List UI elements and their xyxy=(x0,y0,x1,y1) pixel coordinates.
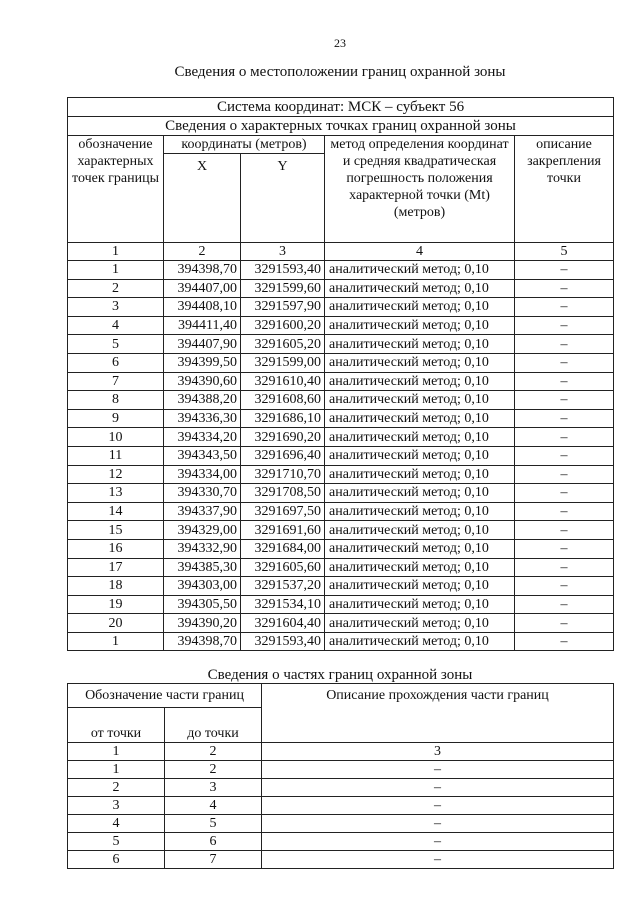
column-number-row xyxy=(68,243,614,261)
table-row xyxy=(68,577,614,596)
x-coordinate-cell: 394329,00 xyxy=(164,521,241,540)
x-coordinate-cell: 394407,00 xyxy=(164,279,241,298)
method-cell: аналитический метод; 0,10 xyxy=(325,521,515,540)
x-coordinate-cell: 394390,20 xyxy=(164,614,241,633)
method-cell: аналитический метод; 0,10 xyxy=(325,335,515,354)
point-number-cell: 18 xyxy=(68,577,164,596)
parts-section-title: Сведения о частях границ охранной зоны xyxy=(207,667,473,683)
points-section-header: Сведения о характерных точках границ охранной зоны xyxy=(68,117,614,136)
method-cell: аналитический метод; 0,10 xyxy=(325,316,515,335)
table-row xyxy=(68,502,614,521)
from-point-cell: 6 xyxy=(68,851,165,869)
method-cell: аналитический метод; 0,10 xyxy=(325,539,515,558)
point-number-cell: 9 xyxy=(68,409,164,428)
y-coordinate-cell: 3291684,00 xyxy=(241,539,325,558)
table-row xyxy=(68,539,614,558)
to-point-cell: 6 xyxy=(165,833,262,851)
point-number-cell: 3 xyxy=(68,298,164,317)
method-cell: аналитический метод; 0,10 xyxy=(325,502,515,521)
x-coordinate-cell: 394343,50 xyxy=(164,446,241,465)
method-cell: аналитический метод; 0,10 xyxy=(325,261,515,280)
y-coordinate-cell: 3291537,20 xyxy=(241,577,325,596)
description-column-header: описание закрепления точки xyxy=(515,136,614,243)
point-number-cell: 6 xyxy=(68,353,164,372)
x-coordinate-cell: 394385,30 xyxy=(164,558,241,577)
table-row xyxy=(68,833,614,851)
to-point-cell: 5 xyxy=(165,815,262,833)
description-cell: – xyxy=(515,335,614,354)
point-number-cell: 17 xyxy=(68,558,164,577)
parts-description-header: Описание прохождения части границ xyxy=(262,684,614,743)
y-coordinate-cell: 3291696,40 xyxy=(241,446,325,465)
page-number: 23 xyxy=(334,36,346,50)
table-row xyxy=(68,797,614,815)
description-cell: – xyxy=(515,428,614,447)
point-number-cell: 5 xyxy=(68,335,164,354)
description-cell: – xyxy=(515,521,614,540)
y-coordinate-cell: 3291599,00 xyxy=(241,353,325,372)
description-cell: – xyxy=(515,539,614,558)
x-coordinate-cell: 394336,30 xyxy=(164,409,241,428)
part-description-cell: – xyxy=(262,761,614,779)
method-cell: аналитический метод; 0,10 xyxy=(325,577,515,596)
description-cell: – xyxy=(515,391,614,410)
table-row xyxy=(68,595,614,614)
parts-designation-header: Обозначение части границ xyxy=(68,684,262,708)
y-coordinate-cell: 3291604,40 xyxy=(241,614,325,633)
point-number-cell: 13 xyxy=(68,484,164,503)
table-row xyxy=(68,391,614,410)
from-point-cell: 3 xyxy=(68,797,165,815)
x-coordinate-cell: 394398,70 xyxy=(164,632,241,651)
method-cell: аналитический метод; 0,10 xyxy=(325,595,515,614)
x-coordinate-cell: 394390,60 xyxy=(164,372,241,391)
from-point-header: от точки xyxy=(68,708,165,743)
table-row xyxy=(68,316,614,335)
to-point-cell: 2 xyxy=(165,761,262,779)
x-coordinate-cell: 394408,10 xyxy=(164,298,241,317)
part-description-cell: – xyxy=(262,797,614,815)
table-row xyxy=(68,353,614,372)
table-row xyxy=(68,558,614,577)
boundary-parts-table xyxy=(67,683,614,869)
to-point-cell: 7 xyxy=(165,851,262,869)
x-coordinate-cell: 394411,40 xyxy=(164,316,241,335)
table-row xyxy=(68,521,614,540)
y-coordinate-cell: 3291610,40 xyxy=(241,372,325,391)
description-cell: – xyxy=(515,353,614,372)
description-cell: – xyxy=(515,484,614,503)
coord-system-header: Система координат: МСК – субъект 56 xyxy=(68,98,614,117)
coordinates-column-header: координаты (метров) xyxy=(164,136,325,154)
description-cell: – xyxy=(515,409,614,428)
table-row xyxy=(68,484,614,503)
from-point-cell: 2 xyxy=(68,779,165,797)
description-cell: – xyxy=(515,632,614,651)
x-coordinate-cell: 394334,00 xyxy=(164,465,241,484)
y-coordinate-cell: 3291593,40 xyxy=(241,632,325,651)
column-number: 2 xyxy=(164,243,241,261)
description-cell: – xyxy=(515,502,614,521)
table-row xyxy=(68,409,614,428)
from-point-cell: 4 xyxy=(68,815,165,833)
method-cell: аналитический метод; 0,10 xyxy=(325,353,515,372)
table-row xyxy=(68,261,614,280)
point-number-cell: 10 xyxy=(68,428,164,447)
x-coordinate-cell: 394330,70 xyxy=(164,484,241,503)
y-coordinate-cell: 3291686,10 xyxy=(241,409,325,428)
part-description-cell: – xyxy=(262,851,614,869)
column-number: 2 xyxy=(165,743,262,761)
y-coordinate-cell: 3291605,20 xyxy=(241,335,325,354)
point-number-cell: 14 xyxy=(68,502,164,521)
column-number: 1 xyxy=(68,243,164,261)
x-coordinate-cell: 394303,00 xyxy=(164,577,241,596)
table-row xyxy=(68,428,614,447)
boundary-points-table xyxy=(67,97,614,651)
description-cell: – xyxy=(515,595,614,614)
point-number-cell: 1 xyxy=(68,261,164,280)
column-number: 5 xyxy=(515,243,614,261)
table-row xyxy=(68,851,614,869)
table-row xyxy=(68,465,614,484)
y-column-header: Y xyxy=(241,154,325,243)
page-title: Сведения о местоположении границ охранной зоны xyxy=(174,64,506,80)
description-cell: – xyxy=(515,465,614,484)
table-row xyxy=(68,632,614,651)
y-coordinate-cell: 3291691,60 xyxy=(241,521,325,540)
table-row xyxy=(68,815,614,833)
y-coordinate-cell: 3291593,40 xyxy=(241,261,325,280)
point-number-cell: 11 xyxy=(68,446,164,465)
method-cell: аналитический метод; 0,10 xyxy=(325,409,515,428)
point-number-cell: 15 xyxy=(68,521,164,540)
point-number-cell: 7 xyxy=(68,372,164,391)
designation-column-header: обозначение характерных точек границы xyxy=(68,136,164,243)
method-cell: аналитический метод; 0,10 xyxy=(325,446,515,465)
part-description-cell: – xyxy=(262,815,614,833)
y-coordinate-cell: 3291599,60 xyxy=(241,279,325,298)
method-cell: аналитический метод; 0,10 xyxy=(325,372,515,391)
method-cell: аналитический метод; 0,10 xyxy=(325,279,515,298)
from-point-cell: 1 xyxy=(68,761,165,779)
description-cell: – xyxy=(515,577,614,596)
point-number-cell: 1 xyxy=(68,632,164,651)
x-coordinate-cell: 394407,90 xyxy=(164,335,241,354)
x-column-header: X xyxy=(164,154,241,243)
table-row xyxy=(68,446,614,465)
y-coordinate-cell: 3291690,20 xyxy=(241,428,325,447)
part-description-cell: – xyxy=(262,833,614,851)
column-number: 3 xyxy=(241,243,325,261)
point-number-cell: 19 xyxy=(68,595,164,614)
point-number-cell: 20 xyxy=(68,614,164,633)
table-row xyxy=(68,779,614,797)
table-row xyxy=(68,761,614,779)
x-coordinate-cell: 394334,20 xyxy=(164,428,241,447)
part-description-cell: – xyxy=(262,779,614,797)
column-number: 1 xyxy=(68,743,165,761)
y-coordinate-cell: 3291608,60 xyxy=(241,391,325,410)
table-row xyxy=(68,279,614,298)
table-row xyxy=(68,614,614,633)
parts-column-number-row xyxy=(68,743,614,761)
to-point-cell: 4 xyxy=(165,797,262,815)
x-coordinate-cell: 394398,70 xyxy=(164,261,241,280)
description-cell: – xyxy=(515,298,614,317)
description-cell: – xyxy=(515,279,614,298)
description-cell: – xyxy=(515,261,614,280)
table-row xyxy=(68,335,614,354)
x-coordinate-cell: 394399,50 xyxy=(164,353,241,372)
method-column-header: метод определения координат и средняя квадратическая погрешность положения характерной точки (Мt) (метров) xyxy=(325,136,515,243)
method-cell: аналитический метод; 0,10 xyxy=(325,484,515,503)
y-coordinate-cell: 3291605,60 xyxy=(241,558,325,577)
point-number-cell: 8 xyxy=(68,391,164,410)
table-row xyxy=(68,372,614,391)
y-coordinate-cell: 3291534,10 xyxy=(241,595,325,614)
method-cell: аналитический метод; 0,10 xyxy=(325,428,515,447)
y-coordinate-cell: 3291697,50 xyxy=(241,502,325,521)
point-number-cell: 2 xyxy=(68,279,164,298)
y-coordinate-cell: 3291600,20 xyxy=(241,316,325,335)
column-number: 3 xyxy=(262,743,614,761)
x-coordinate-cell: 394305,50 xyxy=(164,595,241,614)
description-cell: – xyxy=(515,316,614,335)
x-coordinate-cell: 394332,90 xyxy=(164,539,241,558)
method-cell: аналитический метод; 0,10 xyxy=(325,465,515,484)
column-number: 4 xyxy=(325,243,515,261)
method-cell: аналитический метод; 0,10 xyxy=(325,632,515,651)
point-number-cell: 4 xyxy=(68,316,164,335)
point-number-cell: 12 xyxy=(68,465,164,484)
y-coordinate-cell: 3291708,50 xyxy=(241,484,325,503)
point-number-cell: 16 xyxy=(68,539,164,558)
description-cell: – xyxy=(515,614,614,633)
y-coordinate-cell: 3291597,90 xyxy=(241,298,325,317)
description-cell: – xyxy=(515,372,614,391)
x-coordinate-cell: 394337,90 xyxy=(164,502,241,521)
to-point-cell: 3 xyxy=(165,779,262,797)
description-cell: – xyxy=(515,558,614,577)
description-cell: – xyxy=(515,446,614,465)
from-point-cell: 5 xyxy=(68,833,165,851)
method-cell: аналитический метод; 0,10 xyxy=(325,614,515,633)
to-point-header: до точки xyxy=(165,708,262,743)
method-cell: аналитический метод; 0,10 xyxy=(325,298,515,317)
y-coordinate-cell: 3291710,70 xyxy=(241,465,325,484)
x-coordinate-cell: 394388,20 xyxy=(164,391,241,410)
method-cell: аналитический метод; 0,10 xyxy=(325,391,515,410)
table-row xyxy=(68,298,614,317)
method-cell: аналитический метод; 0,10 xyxy=(325,558,515,577)
